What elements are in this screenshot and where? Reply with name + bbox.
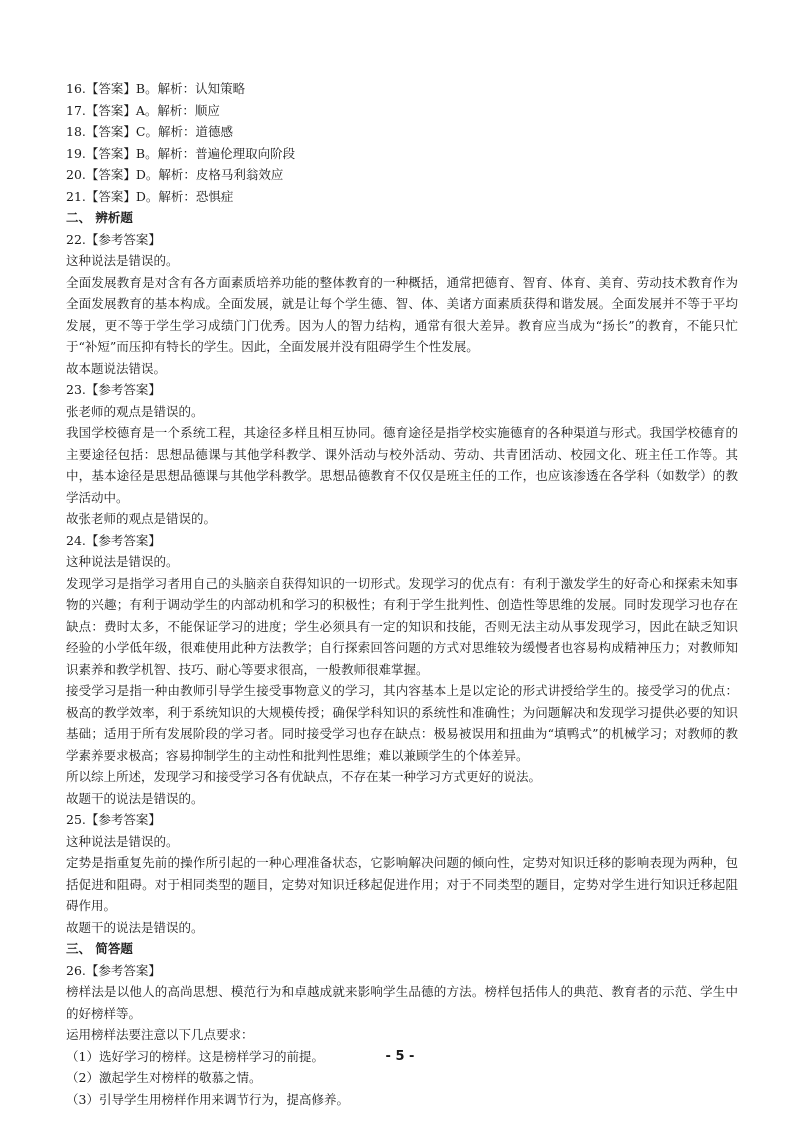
answer-line: 16.【答案】B。解析：认知策略: [66, 81, 246, 96]
answer-line: 19.【答案】B。解析：普遍伦理取向阶段: [66, 145, 296, 161]
question-heading: 25.【参考答案】: [66, 812, 161, 827]
paragraph: 所以综上所述，发现学习和接受学习各有优缺点，不存在某一种学习方式更好的说法。: [66, 769, 542, 784]
document-page: [66, 78, 738, 1110]
section-heading: 二、 辨析题: [66, 210, 133, 225]
paragraph: 故题干的说法是错误的。: [66, 919, 204, 935]
question-heading: 24.【参考答案】: [66, 532, 161, 548]
answer-line: 18.【答案】C。解析：道德感: [66, 124, 233, 139]
question-heading: 26.【参考答案】: [66, 962, 161, 978]
section-heading: 三、 简答题: [66, 941, 133, 956]
paragraph: 这种说法是错误的。: [66, 833, 179, 849]
paragraph: 发现学习是指学习者用自己的头脑亲自获得知识的一切形式。发现学习的优点有：有利于激发学生的好奇心和探索未知事物的兴趣；有利于调动学生的内部动机和学习的积极性；有利于学生批判性、创造性等思维的发展。同时发现学习也存在缺点：费时太多，不能保证学习的进度；学生必须具有一定的知识和技能，否则无法主动从事发现学习，因此在缺乏知识经验的小学低年级，很难使用此种方法教学；自行探索回答问题的方式对思维较为缓慢者也容易构成精神压力；对教师知识素养和教学机智、技巧、耐心等要求很高，一般教师很难掌握。: [66, 575, 738, 677]
list-item: （1）选好学习的榜样。这是榜样学习的前提。: [66, 1048, 324, 1064]
question-heading: 22.【参考答案】: [66, 231, 161, 247]
list-item: （3）引导学生用榜样作用来调节行为，提高修养。: [66, 1091, 349, 1107]
paragraph: 榜样法是以他人的高尚思想、模范行为和卓越成就来影响学生品德的方法。榜样包括伟人的典范、教育者的示范、学生中的好榜样等。: [66, 984, 738, 1021]
paragraph: 张老师的观点是错误的。: [66, 403, 204, 419]
list-item: （2）激起学生对榜样的敬慕之情。: [66, 1070, 262, 1085]
answer-line: 20.【答案】D。解析：皮格马利翁效应: [66, 167, 284, 182]
answer-line: 17.【答案】A。解析：顺应: [66, 102, 220, 118]
paragraph: 故题干的说法是错误的。: [66, 790, 204, 806]
answer-line: 21.【答案】D。解析：恐惧症: [66, 188, 234, 204]
paragraph: 故张老师的观点是错误的。: [66, 511, 217, 526]
paragraph: 接受学习是指一种由教师引导学生接受事物意义的学习，其内容基本上是以定论的形式讲授给学生的。接受学习的优点：极高的教学效率，利于系统知识的大规模传授；确保学科知识的系统性和准确性；为问题解决和发现学习提供必要的知识基础；适用于所有发展阶段的学习者。同时接受学习也存在缺点：极易被误用和扭曲为“填鸭式”的机械学习；对教师的教学素养要求极高；容易抑制学生的主动性和批判性思维；难以兼顾学生的个体差异。: [66, 683, 738, 763]
paragraph: 这种说法是错误的。: [66, 253, 179, 268]
page-number: - 5 -: [385, 1049, 415, 1064]
paragraph: 定势是指重复先前的操作所引起的一种心理准备状态，它影响解决问题的倾向性，定势对知识迁移的影响表现为两种，包括促进和阻碍。对于相同类型的题目，定势对知识迁移起促进作用；对于不同类型的题目，定势对学生进行知识迁移起阻碍作用。: [66, 855, 738, 913]
paragraph: 运用榜样法要注意以下几点要求：: [66, 1027, 254, 1042]
paragraph: 这种说法是错误的。: [66, 554, 179, 569]
question-heading: 23.【参考答案】: [66, 382, 161, 397]
paragraph: 我国学校德育是一个系统工程，其途径多样且相互协同。德育途径是指学校实施德育的各种渠道与形式。我国学校德育的主要途径包括：思想品德课与其他学科教学、课外活动与校外活动、劳动、共青团活动、校园文化、班主任工作等。其中，基本途径是思想品德课与其他学科教学。思想品德教育不仅仅是班主任的工作，也应该渗透在各学科（如数学）的教学活动中。: [66, 425, 738, 505]
paragraph: 全面发展教育是对含有各方面素质培养功能的整体教育的一种概括，通常把德育、智育、体育、美育、劳动技术教育作为全面发展教育的基本构成。全面发展，就是让每个学生德、智、体、美诸方面素质获得和谐发展。全面发展并不等于平均发展，更不等于学生学习成绩门门优秀。因为人的智力结构，通常有很大差异。教育应当成为“扬长”的教育，不能只忙于“补短”而压抑有特长的学生。因此，全面发展并没有阻碍学生个性发展。: [66, 274, 738, 354]
paragraph: 故本题说法错误。: [66, 360, 167, 376]
